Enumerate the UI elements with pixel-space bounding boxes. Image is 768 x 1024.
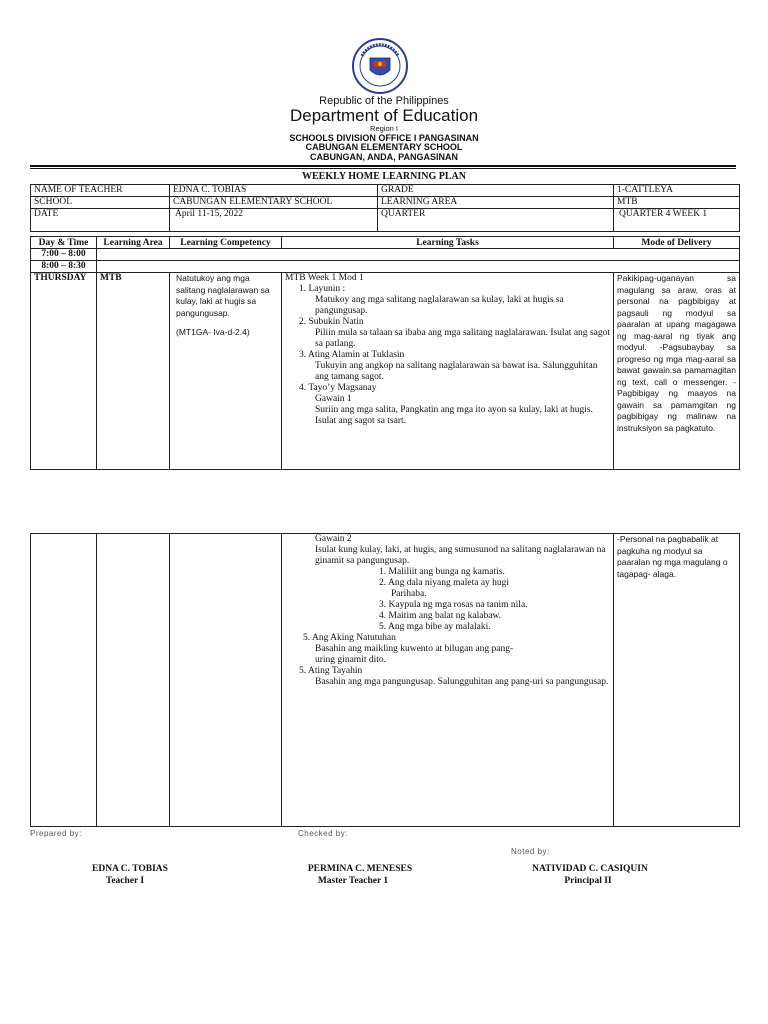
gawain-item-2-cont: Parihaba.	[391, 589, 427, 599]
col-mode-delivery: Mode of Delivery	[614, 237, 740, 249]
cont-competency-cell	[170, 534, 282, 827]
department-title: Department of Education	[289, 106, 479, 125]
tasks-cell	[282, 273, 614, 470]
checked-role: Master Teacher 1	[317, 876, 389, 886]
day-cell: THURSDAY	[31, 273, 97, 470]
task-5-title: 5. Ang Aking Natutuhan	[303, 633, 396, 643]
time-row-1-blank	[97, 249, 740, 261]
noted-name: NATIVIDAD C. CASIQUIN	[532, 864, 648, 874]
info-row-name	[31, 185, 740, 197]
republic-text: Republic of the Philippines	[319, 95, 449, 107]
competency-text: Natutukoy ang mga salitang naglalarawan sa kulay, laki at hugis sa pangungusap.	[176, 273, 270, 318]
checked-name: PERMINA C. MENESES	[307, 864, 413, 874]
info-row-school	[31, 197, 740, 209]
grade-value: 1-CATTLEYA	[614, 185, 740, 197]
learning-plan-continuation-table	[30, 533, 740, 827]
time-slot-1: 7:00 – 8:00	[31, 249, 97, 261]
header-divider	[30, 165, 736, 167]
task-5-text: Basahin ang maikling kuwento at bilugan ang pang-	[315, 644, 514, 654]
time-slot-2: 8:00 – 8:30	[31, 261, 97, 273]
noted-role: Principal II	[564, 876, 612, 886]
task-6-title: 5. Ating Tayahin	[299, 666, 363, 676]
task-4-title: 4. Tayo’y Magsanay	[299, 383, 377, 393]
school-value: CABUNGAN ELEMENTARY SCHOOL	[170, 197, 378, 209]
prepared-role: Teacher I	[105, 876, 145, 886]
task-5-text-cont: uring ginamit dito.	[315, 655, 386, 665]
gawain-item-2: 2. Ang dala niyang maleta ay hugi	[379, 578, 510, 588]
cont-tasks-cell	[282, 534, 614, 827]
cont-day-cell	[31, 534, 97, 827]
header-divider-thin	[30, 168, 736, 169]
gawain-2-text: Isulat kung kulay, laki, at hugis, ang sumusunod na salitang naglalarawan na ginamit sa pangungusap.	[315, 545, 606, 566]
school-name-text: CABUNGAN ELEMENTARY SCHOOL	[305, 142, 463, 152]
header-row	[31, 237, 740, 249]
task-1-text: Matukoy ang mga salitang naglalarawan sa kulay, laki at hugis sa pangungusap.	[315, 295, 564, 316]
gawain-item-4: 4. Maitim ang balat ng kalabaw.	[379, 611, 502, 621]
region-text: Region I	[370, 124, 398, 133]
grade-label: GRADE	[378, 185, 614, 197]
competency-cell	[170, 273, 282, 470]
col-learning-competency: Learning Competency	[170, 237, 282, 249]
time-row-1	[31, 249, 740, 261]
quarter-value	[614, 209, 740, 232]
date-text: April 11-15, 2022	[175, 209, 243, 219]
area-label: LEARNING AREA	[378, 197, 614, 209]
task-2-text: Piliin mula sa talaan sa ibaba ang mga salitang naglalarawan. Isulat ang sagot sa patlang.	[315, 328, 610, 349]
gawain-item-1: 1. Maliliit ang bunga ng kamatis.	[379, 567, 505, 577]
plan-title: WEEKLY HOME LEARNING PLAN	[301, 171, 466, 182]
task-3-title: 3. Ating Alamin at Tuklasin	[299, 350, 405, 360]
prepared-name: EDNA C. TOBIAS	[92, 864, 168, 874]
task-4-subtitle: Gawain 1	[315, 394, 352, 404]
name-value: EDNA C. TOBIAS	[170, 185, 378, 197]
gawain-item-3: 3. Kaypula ng mga rosas na tanim nila.	[379, 600, 528, 610]
gawain-2-title: Gawain 2	[315, 534, 352, 544]
col-day-time: Day & Time	[31, 237, 97, 249]
quarter-text: QUARTER 4 WEEK 1	[619, 209, 708, 219]
area-cell: MTB	[97, 273, 170, 470]
time-row-2	[31, 261, 740, 273]
teacher-info-table	[30, 184, 740, 232]
school-label: SCHOOL	[31, 197, 170, 209]
division-text: SCHOOLS DIVISION OFFICE I PANGASINAN	[289, 133, 479, 143]
quarter-label: QUARTER	[378, 209, 614, 232]
competency-code: (MT1GA- Iva-d-2.4)	[176, 327, 250, 337]
task-2-title: 2. Subukin Natin	[299, 317, 364, 327]
noted-by-label: Noted by:	[511, 847, 550, 856]
col-learning-tasks: Learning Tasks	[282, 237, 614, 249]
date-value	[170, 209, 378, 232]
name-label: NAME OF TEACHER	[31, 185, 170, 197]
prepared-by-label: Prepared by:	[30, 829, 82, 838]
thursday-row	[31, 273, 740, 470]
learning-plan-table	[30, 236, 740, 470]
task-1-title: 1. Layunin :	[299, 284, 346, 294]
delivery-cell: Pakikipag-uganayan sa magulang sa araw, oras at personal na pagbibigay at pagsauli ng modyul sa paaralan at upang magagawa ng mag-aaral ng tiyak ang modyul. -Pagsubaybay sa progreso ng mga mag-aaral sa bawat gawain.sa pamamagitan ng text, call o messenger. - Pagbibigay ng maayos na gawain sa pamamgitan ng pagbibigay ng malinaw na instruksiyon sa pagkatuto.	[614, 273, 740, 470]
info-row-date	[31, 209, 740, 232]
cont-area-cell	[97, 534, 170, 827]
task-3-text: Tukuyin ang angkop na salitang naglalarawan sa bawat isa. Salungguhitan ang tamang sagot.	[315, 361, 598, 382]
task-heading: MTB Week 1 Mod 1	[285, 273, 364, 283]
gawain-item-5: 5. Ang mga bibe ay malalaki.	[379, 622, 491, 632]
checked-by-label: Checked by:	[298, 829, 348, 838]
task-6-text: Basahin ang mga pangungusap. Salungguhitan ang pang-uri sa pangungusap.	[315, 677, 609, 687]
school-address-text: CABUNGAN, ANDA, PANGASINAN	[310, 152, 458, 162]
area-value: MTB	[614, 197, 740, 209]
cont-delivery-cell: -Personal na pagbabalik at pagkuha ng modyul sa paaralan ng mga magulang o tagapag- alaga.	[614, 534, 740, 827]
col-learning-area: Learning Area	[97, 237, 170, 249]
task-4-text: Suriin ang mga salita, Pangkatin ang mga ito ayon sa kulay, laki at hugis. Isulat ang sagot sa tsart.	[315, 405, 594, 426]
time-row-2-blank	[97, 261, 740, 273]
continuation-row	[31, 534, 740, 827]
deped-seal-logo	[352, 38, 408, 94]
date-label: DATE	[31, 209, 170, 232]
